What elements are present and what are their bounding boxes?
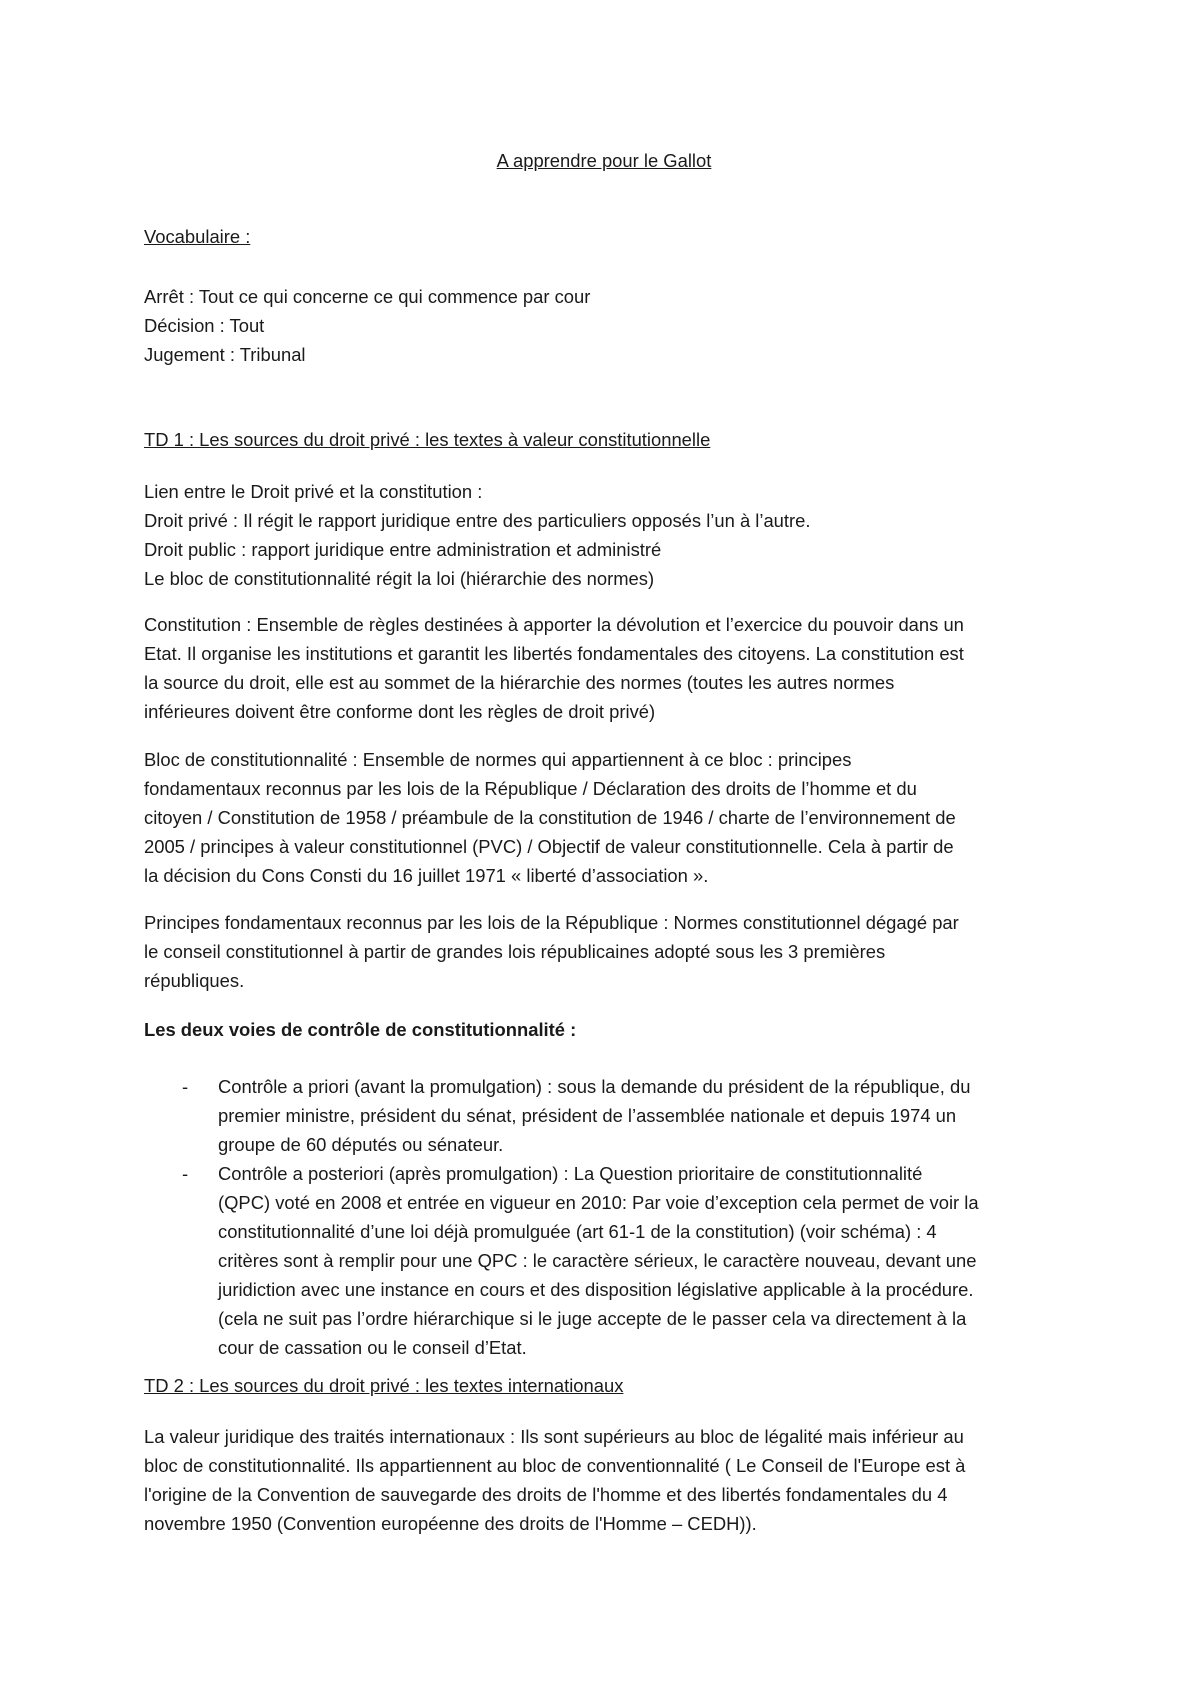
list-item-line: critères sont à remplir pour une QPC : le caractère sérieux, le caractère nouveau, devant une: [218, 1250, 977, 1271]
td2-heading: TD 2 : Les sources du droit privé : les textes internationaux: [144, 1375, 624, 1396]
paragraph-line: citoyen / Constitution de 1958 / préambule de la constitution de 1946 / charte de l’environnement de: [144, 807, 956, 828]
vocab-list: [144, 282, 1064, 369]
list-item-line: groupe de 60 députés ou sénateur.: [218, 1134, 504, 1155]
td1-heading-block: [144, 425, 1064, 454]
td1-heading: TD 1 : Les sources du droit privé : les textes à valeur constitutionnelle: [144, 429, 711, 450]
paragraph-line: La valeur juridique des traités internationaux : Ils sont supérieurs au bloc de légalité mais inférieur au: [144, 1426, 964, 1447]
vocab-heading: Vocabulaire :: [144, 226, 251, 247]
list-item-line: Contrôle a posteriori (après promulgation) : La Question prioritaire de constitutionnalité: [218, 1163, 923, 1184]
paragraph-line: la source du droit, elle est au sommet de la hiérarchie des normes (toutes les autres normes: [144, 672, 895, 693]
voies-list: [144, 1072, 1064, 1362]
paragraph-line: républiques.: [144, 970, 245, 991]
paragraph-line: fondamentaux reconnus par les lois de la République / Déclaration des droits de l’homme et du: [144, 778, 917, 799]
paragraph-line: le conseil constitutionnel à partir de grandes lois républicaines adopté sous les 3 premières: [144, 941, 886, 962]
list-item: [144, 1072, 1064, 1159]
paragraph-line: Principes fondamentaux reconnus par les lois de la République : Normes constitutionnel dégagé par: [144, 912, 959, 933]
td1-bloc-paragraph: [144, 745, 1064, 890]
dash-bullet: -: [182, 1163, 189, 1184]
list-item: [144, 1159, 1064, 1362]
vocab-line: Arrêt : Tout ce qui concerne ce qui commence par cour: [144, 286, 591, 307]
list-item-line: constitutionnalité d’une loi déjà promulguée (art 61-1 de la constitution) (voir schéma) : 4: [218, 1221, 937, 1242]
td1-principes-paragraph: [144, 908, 1064, 995]
paragraph-line: la décision du Cons Consti du 16 juillet 1971 « liberté d’association ».: [144, 865, 709, 886]
td1-intro-line: Lien entre le Droit privé et la constitution :: [144, 481, 483, 502]
vocab-section: [144, 222, 1064, 251]
paragraph-line: bloc de constitutionnalité. Ils appartiennent au bloc de conventionnalité ( Le Conseil de l'Europe est à: [144, 1455, 966, 1476]
td2-heading-block: [144, 1371, 1064, 1400]
list-item-line: (cela ne suit pas l’ordre hiérarchique si le juge accepte de le passer cela va directement à la: [218, 1308, 967, 1329]
vocab-line: Jugement : Tribunal: [144, 344, 306, 365]
list-item-line: premier ministre, président du sénat, président de l’assemblée nationale et depuis 1974 un: [218, 1105, 957, 1126]
list-item-line: juridiction avec une instance en cours et des disposition législative applicable à la procédure.: [218, 1279, 974, 1300]
td1-intro-line: Le bloc de constitutionnalité régit la loi (hiérarchie des normes): [144, 568, 655, 589]
td1-constitution-paragraph: [144, 610, 1064, 726]
paragraph-line: l'origine de la Convention de sauvegarde des droits de l'homme et des libertés fondamentales du 4: [144, 1484, 948, 1505]
td1-intro: [144, 477, 1064, 593]
paragraph-line: inférieures doivent être conforme dont les règles de droit privé): [144, 701, 656, 722]
dash-bullet: -: [182, 1076, 189, 1097]
paragraph-line: Etat. Il organise les institutions et garantit les libertés fondamentales des citoyens. La constitution est: [144, 643, 964, 664]
td1-voies-list: [144, 1072, 1064, 1362]
list-item-line: cour de cassation ou le conseil d’Etat.: [218, 1337, 527, 1358]
document-title: A apprendre pour le Gallot: [496, 150, 712, 171]
list-item-line: (QPC) voté en 2008 et entrée en vigueur en 2010: Par voie d’exception cela permet de voir la: [218, 1192, 979, 1213]
vocab-line: Décision : Tout: [144, 315, 265, 336]
paragraph-line: Bloc de constitutionnalité : Ensemble de normes qui appartiennent à ce bloc : principes: [144, 749, 852, 770]
paragraph-line: novembre 1950 (Convention européenne des droits de l'Homme – CEDH)).: [144, 1513, 757, 1534]
list-item-line: Contrôle a priori (avant la promulgation) : sous la demande du président de la république, du: [218, 1076, 971, 1097]
td1-intro-line: Droit privé : Il régit le rapport juridique entre des particuliers opposés l’un à l’autre.: [144, 510, 811, 531]
td2-paragraph: [144, 1422, 1064, 1538]
td1-intro-line: Droit public : rapport juridique entre administration et administré: [144, 539, 662, 560]
voies-heading: Les deux voies de contrôle de constitutionnalité :: [144, 1019, 577, 1040]
td1-voies-heading-block: [144, 1015, 1064, 1044]
paragraph-line: Constitution : Ensemble de règles destinées à apporter la dévolution et l’exercice du pouvoir dans un: [144, 614, 964, 635]
paragraph-line: 2005 / principes à valeur constitutionnel (PVC) / Objectif de valeur constitutionnelle. Cela à partir de: [144, 836, 954, 857]
